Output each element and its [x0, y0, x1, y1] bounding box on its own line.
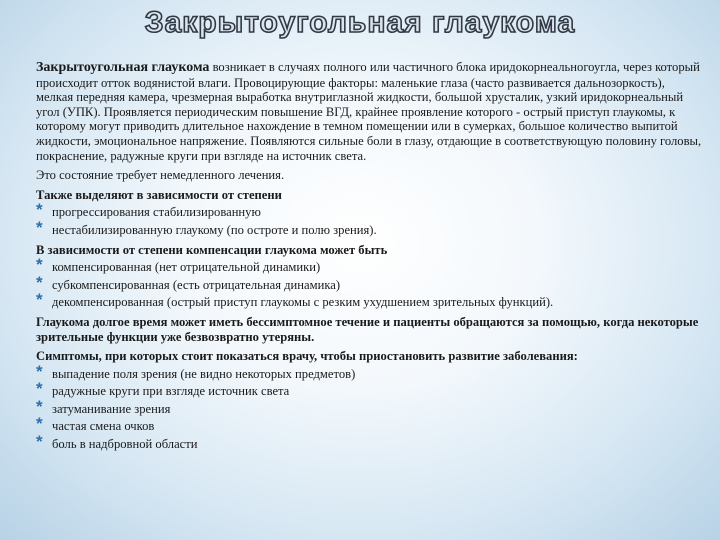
list-item	[36, 396, 704, 417]
bullet-star-icon: *	[36, 432, 43, 452]
list-item-text: компенсированная (нет отрицательной динамики)	[52, 260, 321, 275]
intro-lead: Закрытоугольная глаукома	[36, 60, 210, 75]
bullet-star-icon: *	[36, 379, 43, 399]
bullet-star-icon: *	[36, 217, 43, 237]
asymptomatic-note: Глаукома долгое время может иметь бессимптомное течение и пациенты обращаются за помощью, когда некоторые зрительные функции уже безвозвратно утеряны.	[36, 314, 699, 344]
treatment-note: Это состояние требует немедленного лечения.	[36, 168, 285, 183]
slide-title: Закрытоугольная глаукома	[144, 6, 576, 39]
list-item	[36, 255, 704, 275]
list-item	[36, 361, 704, 382]
list-item-text: декомпенсированная (острый приступ глаукомы с резким ухудшением зрительных функций).	[52, 295, 554, 310]
bullet-star-icon: *	[36, 290, 43, 310]
list-item	[36, 414, 704, 434]
bullet-star-icon: *	[36, 200, 43, 220]
list-item-text: частая смена очков	[52, 419, 155, 434]
list-item-text: прогрессирования стабилизированную	[52, 205, 261, 220]
bullet-star-icon: *	[36, 361, 43, 381]
list-item	[36, 272, 704, 293]
slide-body	[36, 60, 704, 452]
list-item-text: субкомпенсированная (есть отрицательная динамика)	[52, 277, 341, 292]
list-item-text: выпадение поля зрения (не видно некоторых предметов)	[52, 366, 356, 381]
list-item-text: боль в надбровной области	[52, 437, 198, 452]
list-item-text: затуманивание зрения	[52, 401, 171, 416]
symptoms-heading: Симптомы, при которых стоит показаться врачу, чтобы приостановить развитие заболевания:	[36, 349, 578, 364]
list-item	[36, 217, 704, 238]
list-item	[36, 379, 704, 399]
intro-text: возникает в случаях полного или частичного блока иридокорнеальногоугла, через который происходит отток водянистой влаги. Провоцирующие факторы: маленькие глаза (часто развивается дальнозоркость), мелкая передняя камера, чрезмерная выработка внутриглазной жидкости, большой хрусталик, узкий иридокорнеальный угол (УПК). Проявляется периодическим повышение ВГД, крайнее проявление которого - острый приступ глаукомы, к которому могут приводить длительное нахождение в темном помещении или в сумерках, большое количество выпитой жидкости, эмоциональное напряжение. Появляются сильные боли в глазу, отдающие в соответствующую половину головы, покраснение, радужные круги при взгляде на источник света.	[36, 60, 702, 163]
degree-heading: Также выделяют в зависимости от степени	[36, 187, 282, 202]
bullet-star-icon: *	[36, 255, 43, 275]
bullet-star-icon: *	[36, 396, 43, 416]
list-item-text: радужные круги при взгляде источник света	[52, 384, 290, 399]
list-item	[36, 432, 704, 452]
list-item-text: нестабилизированную глаукому (по остроте и полю зрения).	[52, 222, 377, 237]
list-item	[36, 200, 704, 220]
list-item	[36, 290, 704, 310]
intro-paragraph	[36, 60, 704, 163]
bullet-star-icon: *	[36, 414, 43, 434]
bullet-star-icon: *	[36, 272, 43, 292]
compensation-heading: В зависимости от степени компенсации глаукома может быть	[36, 242, 388, 257]
